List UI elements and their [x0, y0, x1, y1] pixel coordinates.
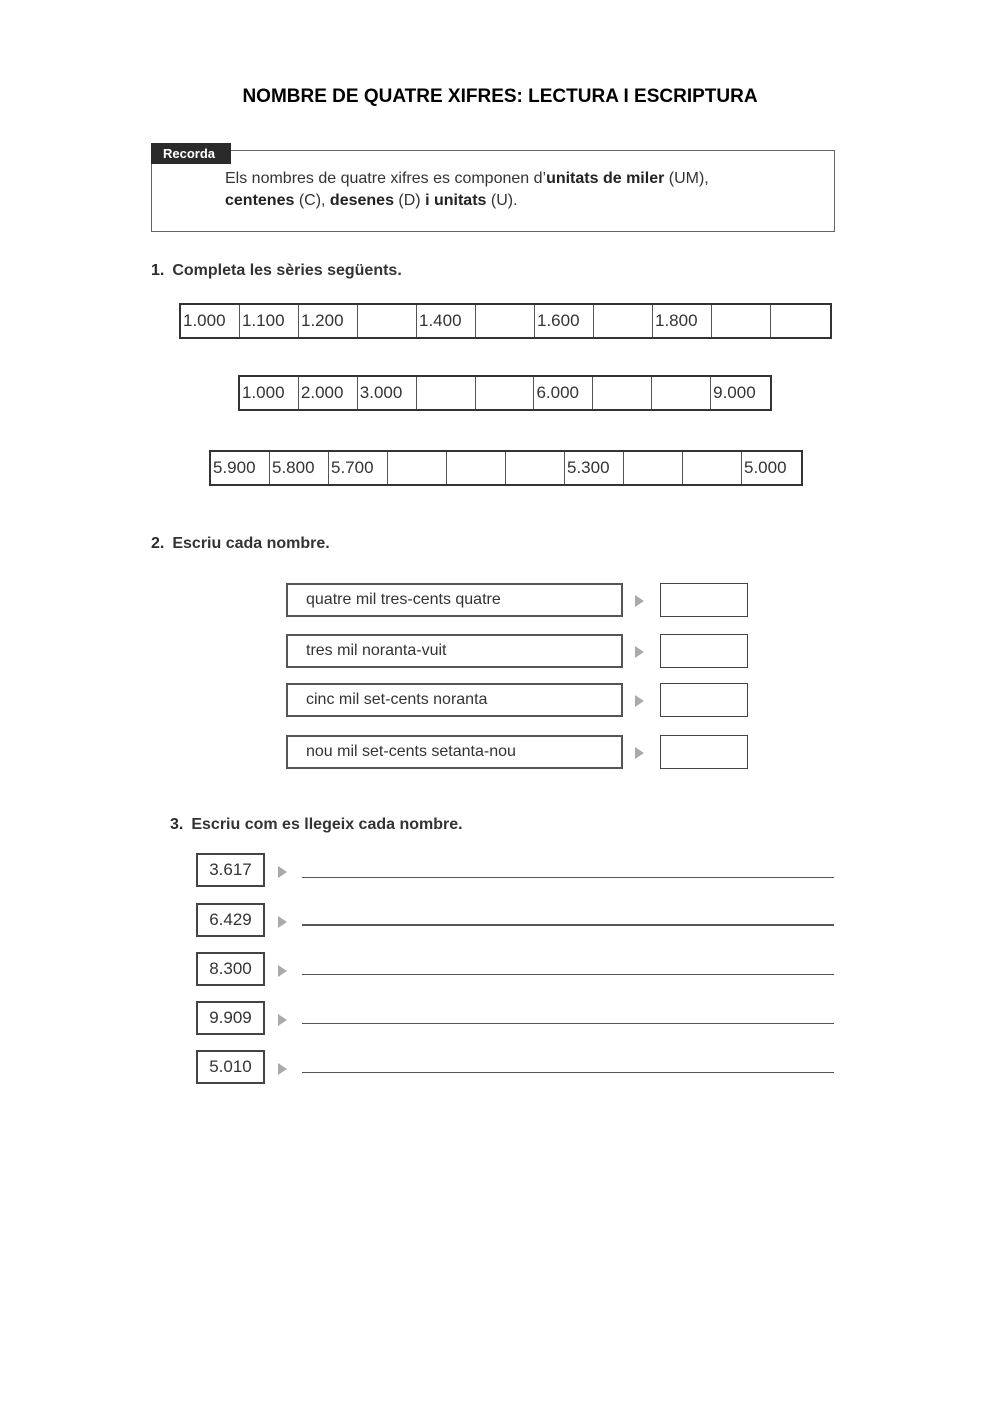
number-box: 9.909: [196, 1001, 265, 1035]
number-box: 3.617: [196, 853, 265, 887]
series-blank-cell[interactable]: [476, 305, 535, 337]
answer-line[interactable]: [302, 877, 834, 878]
number-series-3: [209, 450, 803, 486]
series-blank-cell[interactable]: [506, 452, 565, 484]
arrow-right-icon: [278, 1063, 287, 1075]
number-series-2: [238, 375, 772, 411]
number-box: 8.300: [196, 952, 265, 986]
arrow-right-icon: [278, 916, 287, 928]
series-cell: 1.100: [240, 305, 299, 337]
arrow-right-icon: [278, 866, 287, 878]
recorda-text-part: (U).: [486, 192, 518, 209]
series-blank-cell[interactable]: [388, 452, 447, 484]
recorda-text-part: (UM),: [664, 170, 709, 187]
series-cell: 5.800: [270, 452, 329, 484]
series-cell: 1.000: [240, 377, 299, 409]
series-blank-cell[interactable]: [417, 377, 476, 409]
number-words-box: cinc mil set-cents noranta: [286, 683, 623, 717]
series-cell: 9.000: [713, 383, 756, 402]
exercise-1-heading: [151, 262, 402, 280]
arrow-right-icon: [278, 965, 287, 977]
series-cell: 1.200: [299, 305, 358, 337]
arrow-right-icon: [278, 1014, 287, 1026]
series-blank-cell[interactable]: [358, 305, 417, 337]
recorda-text-part: (D): [393, 192, 426, 209]
arrow-right-icon: [635, 747, 644, 759]
number-words-box: nou mil set-cents setanta-nou: [286, 735, 623, 769]
series-blank-cell[interactable]: [712, 305, 771, 337]
answer-line[interactable]: [302, 1072, 834, 1073]
arrow-right-icon: [635, 595, 644, 607]
series-cell: 5.900: [211, 452, 270, 484]
series-blank-cell[interactable]: [594, 305, 653, 337]
series-cell: 6.000: [534, 377, 593, 409]
series-blank-cell[interactable]: [476, 377, 535, 409]
exercise-instruction: Completa les sèries següents.: [172, 262, 402, 279]
series-cell: 3.000: [358, 377, 417, 409]
answer-line[interactable]: [302, 1023, 834, 1024]
series-cell: 1.800: [653, 305, 712, 337]
arrow-right-icon: [635, 695, 644, 707]
number-words-box: tres mil noranta-vuit: [286, 634, 623, 668]
recorda-text-bold: unitats de miler: [546, 170, 665, 187]
answer-input-box[interactable]: [660, 634, 748, 668]
number-words-box: quatre mil tres-cents quatre: [286, 583, 623, 617]
answer-input-box[interactable]: [660, 735, 748, 769]
series-cell: 5.700: [329, 452, 388, 484]
exercise-number: 1.: [151, 262, 165, 279]
answer-input-box[interactable]: [660, 583, 748, 617]
answer-line[interactable]: [302, 974, 834, 975]
answer-line[interactable]: [302, 924, 834, 926]
series-cell: 5.000: [744, 458, 787, 477]
answer-input-box[interactable]: [660, 683, 748, 717]
series-cell: 1.600: [535, 305, 594, 337]
exercise-2-heading: [151, 535, 330, 553]
series-cell: 1.000: [181, 305, 240, 337]
number-series-1: [179, 303, 832, 339]
recorda-text: [225, 168, 815, 212]
series-blank-cell[interactable]: [771, 305, 830, 337]
series-cell: 1.400: [417, 305, 476, 337]
series-blank-cell[interactable]: [447, 452, 506, 484]
series-cell: 5.300: [565, 452, 624, 484]
recorda-text-bold: centenes: [225, 192, 295, 209]
recorda-text-part: (C),: [294, 192, 330, 209]
series-blank-cell[interactable]: [624, 452, 683, 484]
number-box: 6.429: [196, 903, 265, 937]
series-blank-cell[interactable]: [683, 452, 742, 484]
arrow-right-icon: [635, 646, 644, 658]
series-blank-cell[interactable]: [652, 377, 711, 409]
exercise-instruction: Escriu com es llegeix cada nombre.: [191, 816, 463, 833]
recorda-tag: Recorda: [151, 143, 231, 164]
series-cell: 2.000: [299, 377, 358, 409]
exercise-number: 3.: [170, 816, 184, 833]
exercise-instruction: Escriu cada nombre.: [172, 535, 330, 552]
series-blank-cell[interactable]: [593, 377, 652, 409]
recorda-text-bold: desenes: [329, 192, 394, 209]
page-title: NOMBRE DE QUATRE XIFRES: LECTURA I ESCRIPTURA: [242, 86, 758, 107]
exercise-number: 2.: [151, 535, 165, 552]
exercise-3-heading: [170, 816, 463, 834]
recorda-text-part: Els nombres de quatre xifres es componen d’: [225, 170, 547, 187]
number-box: 5.010: [196, 1050, 265, 1084]
recorda-text-bold: i unitats: [425, 192, 487, 209]
